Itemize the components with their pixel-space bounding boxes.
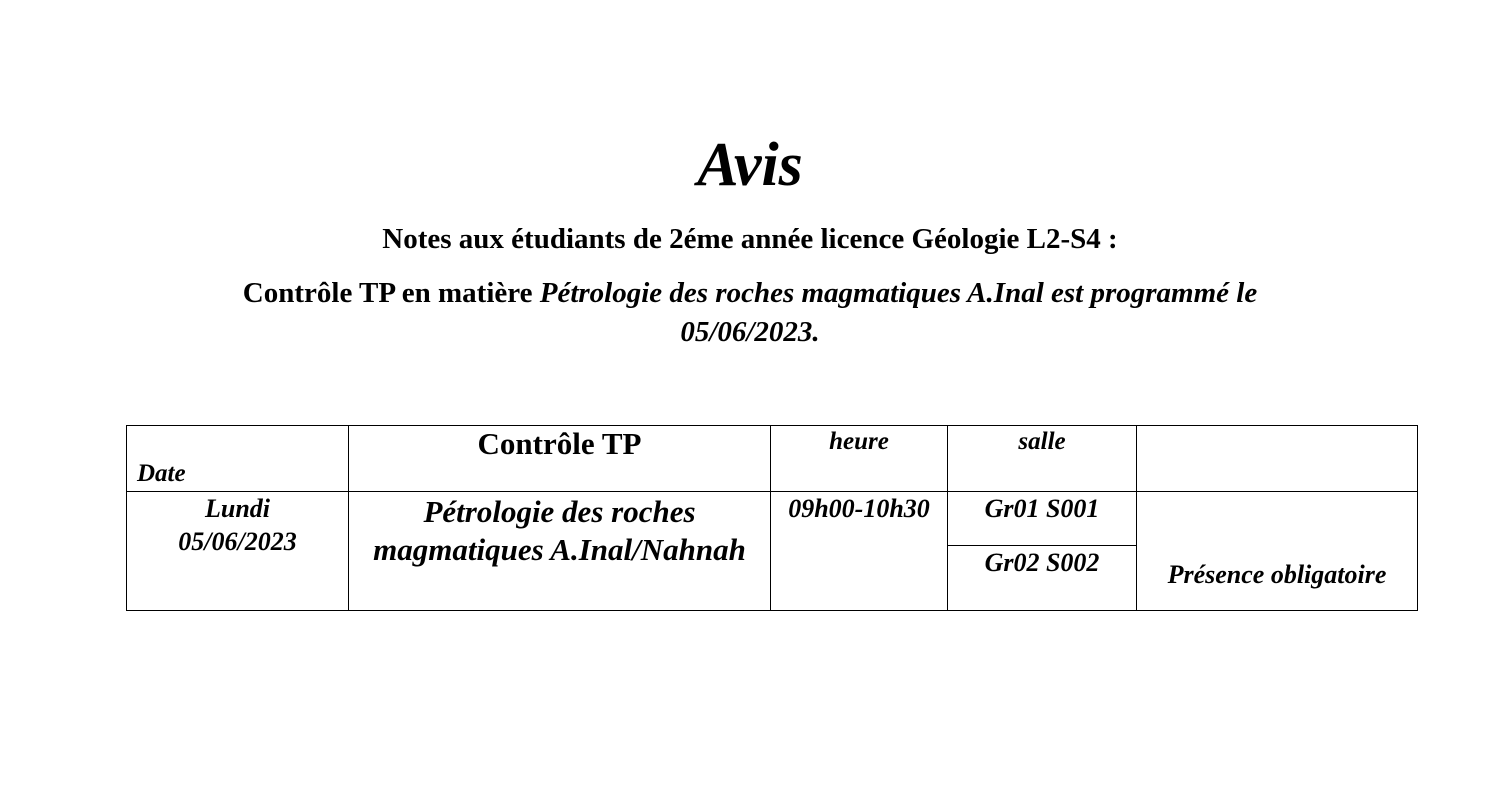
announcement-prefix: Contrôle TP en matière [242, 277, 540, 309]
announcement-subject: Pétrologie des roches magmatiques A.Inal est programmé le [539, 277, 1258, 309]
row-day: Lundi [204, 494, 271, 523]
row-note: Présence obligatoire [1167, 560, 1387, 589]
row-room-2: Gr02 S002 [984, 548, 1100, 577]
page-title: Avis [697, 131, 803, 199]
header-salle: salle [1018, 428, 1066, 455]
row-subject-line1: Pétrologie des roches [423, 494, 696, 529]
header-date: Date [137, 460, 186, 487]
subtitle: Notes aux étudiants de 2éme année licence Géologie L2-S4 : [382, 223, 1118, 255]
announcement [0, 277, 1500, 310]
header-extra-cell [1136, 425, 1418, 492]
header-heure: heure [829, 428, 889, 455]
row-room-1: Gr01 S001 [984, 494, 1100, 523]
announcement-date: 05/06/2023. [680, 316, 820, 348]
note-cell [1136, 491, 1418, 611]
row-subject-line2: magmatiques A.Inal/Nahnah [373, 532, 746, 567]
header-controle: Contrôle TP [477, 426, 642, 461]
row-date: 05/06/2023 [178, 527, 297, 556]
row-time: 09h00-10h30 [788, 494, 930, 523]
